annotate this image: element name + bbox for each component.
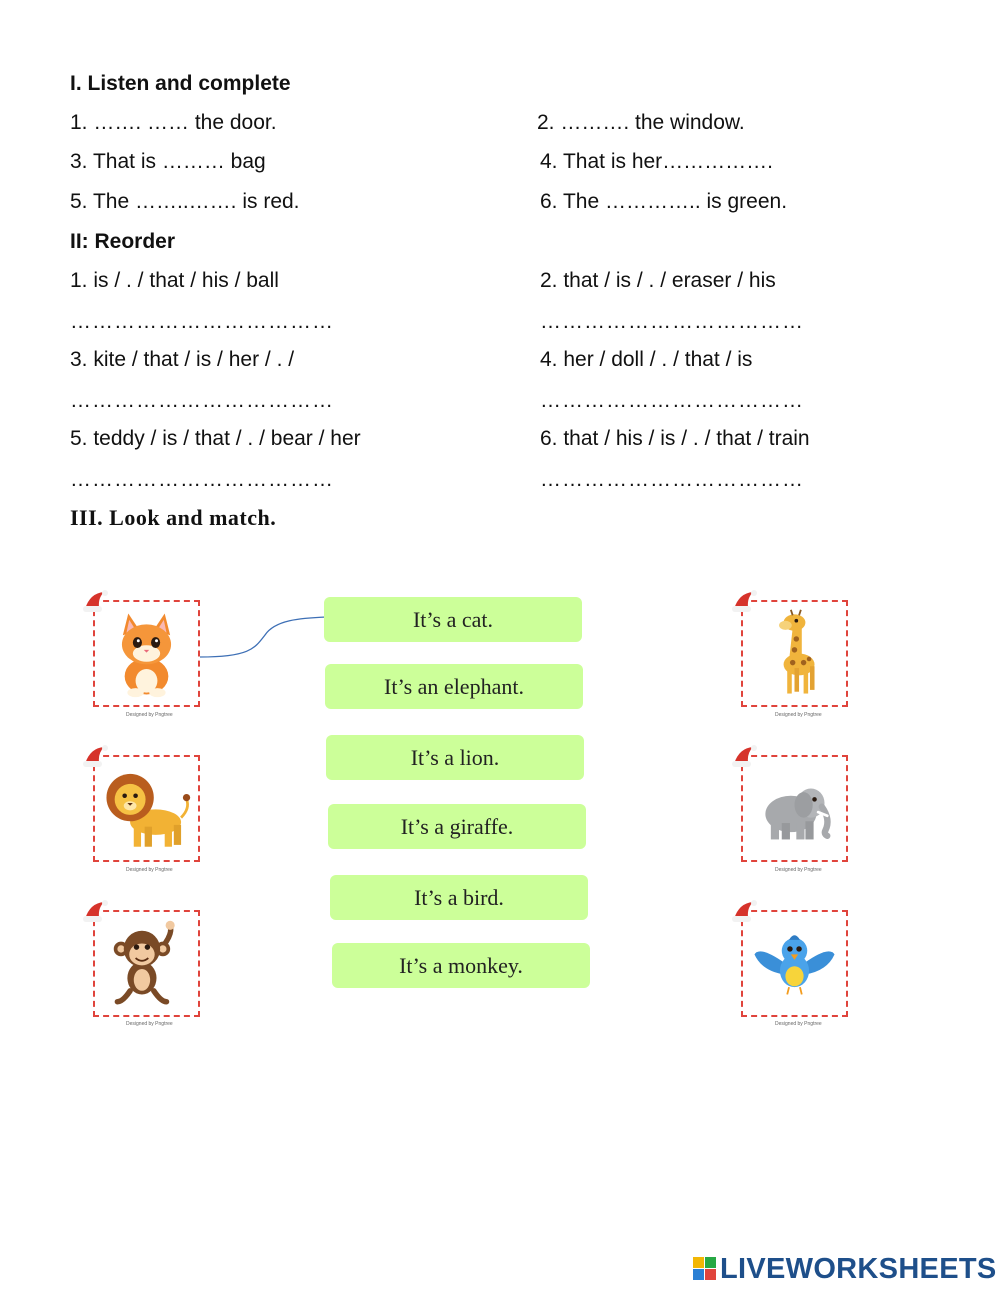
santa-hat-icon [731,589,759,615]
elephant-picture[interactable] [741,755,848,862]
logo-text: LIVEWORKSHEETS [720,1252,997,1285]
listen-item-3: 3. That is ……… bag [70,150,266,173]
section2-title: II: Reorder [70,230,176,253]
answer-line-1[interactable]: ……………………………… [70,310,334,333]
reorder-item-6: 6. that / his / is / . / that / train [540,427,810,450]
reorder-item-5: 5. teddy / is / that / . / bear / her [70,427,361,450]
bird-icon [749,918,840,1009]
reorder-item-4: 4. her / doll / . / that / is [540,348,753,371]
answer-giraffe[interactable]: It’s a giraffe. [328,804,586,849]
answer-line-4[interactable]: ……………………………… [540,389,804,412]
reorder-item-1: 1. is / . / that / his / ball [70,269,279,292]
listen-item-2: 2. ………. the window. [537,111,745,134]
answer-line-6[interactable]: ……………………………… [540,468,804,491]
image-credit: Designed by Pngtree [126,712,173,718]
answer-elephant[interactable]: It’s an elephant. [325,664,583,709]
elephant-icon [749,763,840,854]
answer-line-2[interactable]: ……………………………… [540,310,804,333]
image-credit: Designed by Pngtree [126,867,173,873]
listen-item-6: 6. The ………….. is green. [540,190,788,213]
answer-lion[interactable]: It’s a lion. [326,735,584,780]
santa-hat-icon [82,744,110,770]
bird-picture[interactable] [741,910,848,1017]
section1-title: I. Listen and complete [70,72,291,95]
listen-item-5: 5. The ……..……. is red. [70,190,300,213]
answer-monkey[interactable]: It’s a monkey. [332,943,590,988]
lion-picture[interactable] [93,755,200,862]
santa-hat-icon [82,589,110,615]
image-credit: Designed by Pngtree [775,867,822,873]
image-credit: Designed by Pngtree [775,1021,822,1027]
listen-item-4: 4. That is her……………. [540,150,774,173]
cat-icon [101,608,192,699]
answer-line-5[interactable]: ……………………………… [70,468,334,491]
section3-title: III. Look and match. [70,505,277,530]
lion-icon [101,763,192,854]
reorder-item-3: 3. kite / that / is / her / . / [70,348,295,371]
listen-item-1: 1. ……. …… the door. [70,111,277,134]
giraffe-icon [749,608,840,699]
santa-hat-icon [731,744,759,770]
image-credit: Designed by Pngtree [126,1021,173,1027]
image-credit: Designed by Pngtree [775,712,822,718]
answer-cat[interactable]: It’s a cat. [324,597,582,642]
match-connector-line [195,610,330,662]
answer-bird[interactable]: It’s a bird. [330,875,588,920]
liveworksheets-logo-icon [693,1257,717,1281]
santa-hat-icon [731,899,759,925]
reorder-item-2: 2. that / is / . / eraser / his [540,269,776,292]
liveworksheets-logo [693,1252,997,1286]
monkey-picture[interactable] [93,910,200,1017]
cat-picture[interactable] [93,600,200,707]
answer-line-3[interactable]: ……………………………… [70,389,334,412]
giraffe-picture[interactable] [741,600,848,707]
santa-hat-icon [82,899,110,925]
monkey-icon [101,918,192,1009]
